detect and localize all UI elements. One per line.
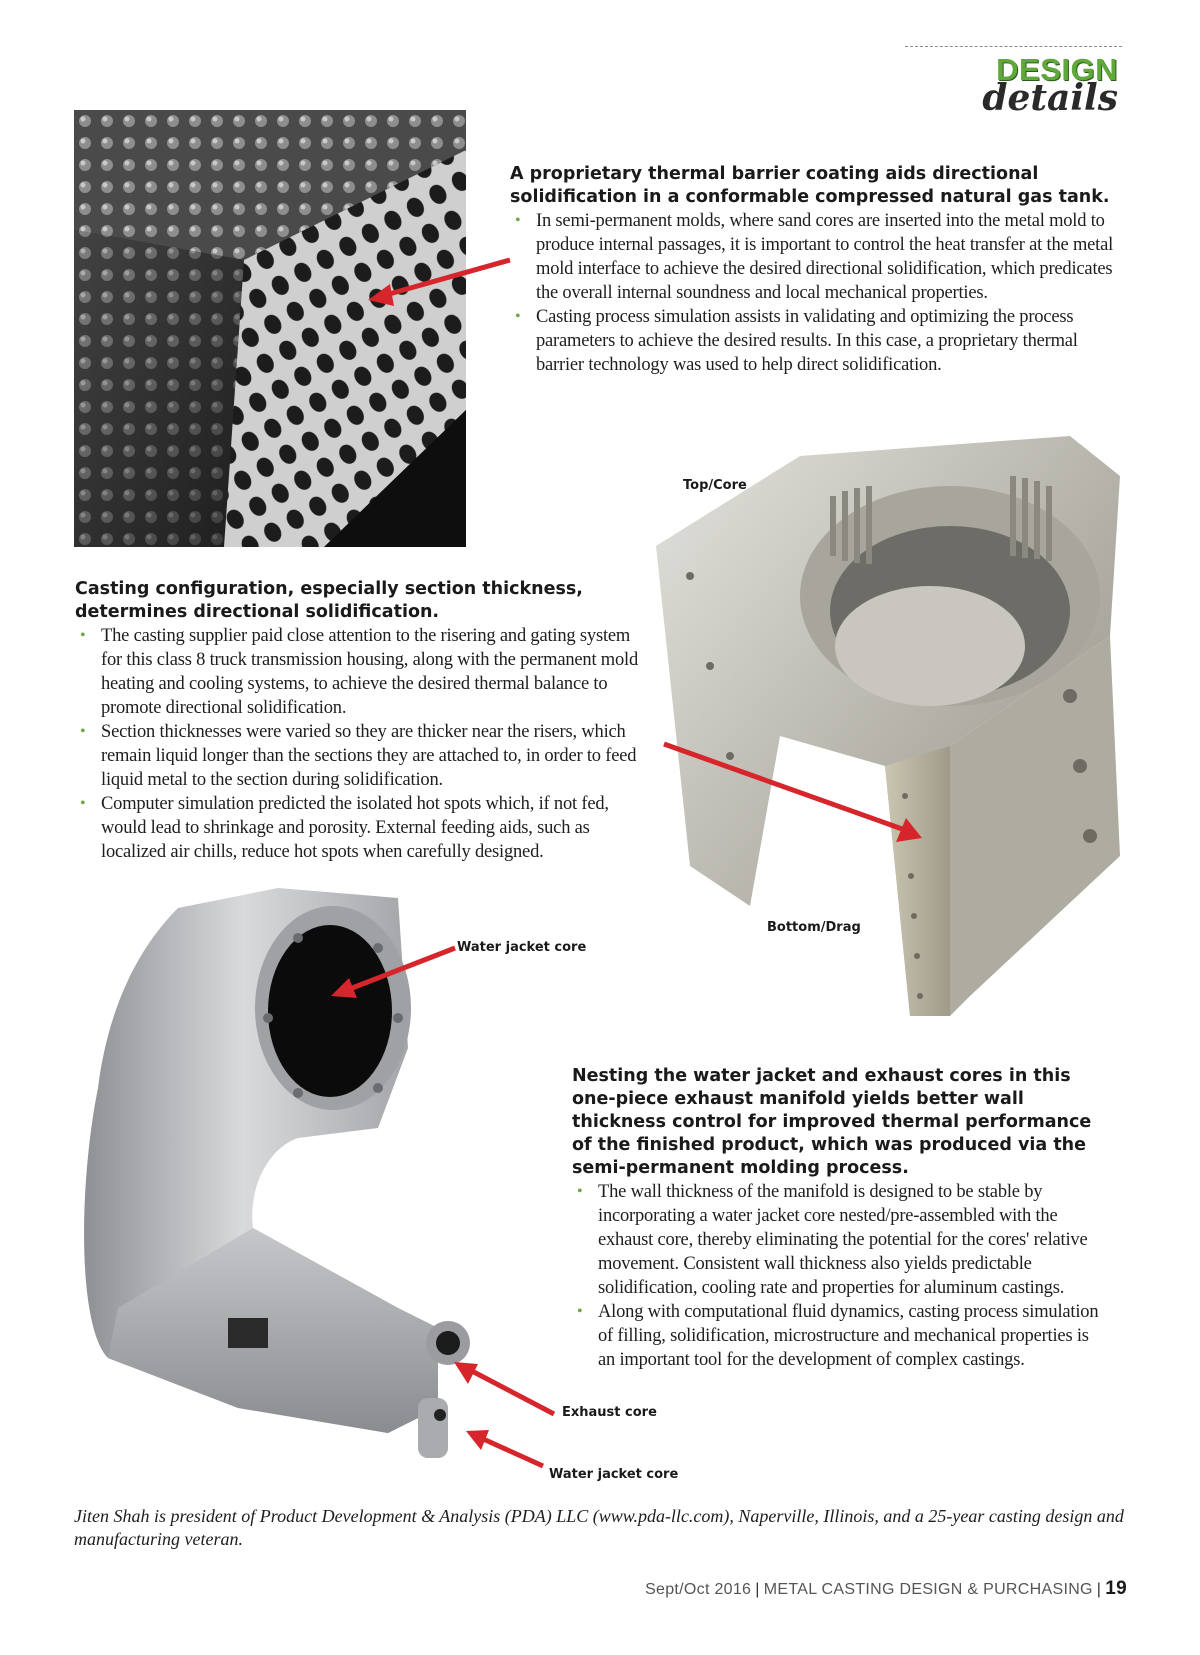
section-heading: Casting configuration, especially section thickness, determines directional solidification. <box>75 579 583 622</box>
header-rule <box>905 46 1122 47</box>
bullet-item: • Section thicknesses were varied so they are thicker near the risers, which remain liquid longer than the sections they are attached to, in order to feed liquid metal to the section during solidification. <box>75 720 645 792</box>
arrow-exhaust-core <box>450 1360 560 1420</box>
bullet-list <box>75 624 645 864</box>
footer-issue: Sept/Oct 2016 <box>645 1581 752 1598</box>
label-exhaust-core: Exhaust core <box>562 1405 657 1420</box>
brand-details: details <box>982 76 1118 119</box>
transmission-housing-photo <box>650 436 1140 1026</box>
page-number: 19 <box>1105 1578 1127 1599</box>
bullet-list <box>572 1180 1107 1372</box>
arrow-transmission <box>660 738 930 848</box>
section-cng-tank <box>510 163 1130 377</box>
section-heading: Nesting the water jacket and exhaust cores in this one-piece exhaust manifold yields better wall thickness control for improved thermal performance of the finished product, which was produced via the semi-permanent molding process. <box>572 1066 1092 1178</box>
bullet-item: • In semi-permanent molds, where sand cores are inserted into the metal mold to produce internal passages, it is important to control the heat transfer at the metal mold interface to achieve the desired directional solidification, which predicates the overall internal soundness and local mechanical properties. <box>510 209 1130 305</box>
label-water-jacket-core: Water jacket core <box>457 940 587 955</box>
bullet-item: • Along with computational fluid dynamics, casting process simulation of filling, solidification, microstructure and mechanical properties is an important tool for the development of complex castings. <box>572 1300 1107 1372</box>
bullet-item: • The casting supplier paid close attention to the risering and gating system for this class 8 truck transmission housing, along with the permanent mold heating and cooling systems, to achieve the desired thermal balance to promote directional solidification. <box>75 624 645 720</box>
section-casting-configuration <box>75 578 645 864</box>
arrow-water-jacket-bottom <box>463 1428 548 1473</box>
arrow-water-jacket-top <box>325 940 460 1000</box>
brand-design: DESIGN <box>996 52 1118 87</box>
bullet-item: • Computer simulation predicted the isolated hot spots which, if not fed, would lead to shrinkage and porosity. External feeding aids, such as localized air chills, reduce hot spots when carefully designed. <box>75 792 645 864</box>
section-brand <box>982 52 1118 119</box>
footer-publication: METAL CASTING DESIGN & PURCHASING <box>763 1581 1093 1598</box>
bullet-item: • The wall thickness of the manifold is designed to be stable by incorporating a water jacket core nested/pre-assembled with the exhaust core, thereby eliminating the potential for the cores' relative movement. Consistent wall thickness also yields predictable solidification, cooling rate and properties for aluminum castings. <box>572 1180 1107 1300</box>
section-heading: A proprietary thermal barrier coating aids directional solidification in a conformable compressed natural gas tank. <box>510 164 1110 207</box>
bullet-list <box>510 209 1130 377</box>
arrow-cng <box>360 250 520 310</box>
label-bottom-drag: Bottom/Drag <box>767 920 861 935</box>
page-footer: Sept/Oct 2016 | METAL CASTING DESIGN & PURCHASING | 19 <box>645 1578 1127 1599</box>
cng-tank-photo <box>74 110 466 547</box>
section-exhaust-manifold <box>572 1065 1107 1372</box>
label-top-core: Top/Core <box>683 478 747 493</box>
author-byline: Jiten Shah is president of Product Development & Analysis (PDA) LLC (www.pda-llc.com), Naperville, Illinois, and a 25-year casting design and manufacturing veteran. <box>74 1506 1124 1549</box>
bullet-item: • Casting process simulation assists in validating and optimizing the process parameters to achieve the desired results. In this case, a proprietary thermal barrier technology was used to help direct solidification. <box>510 305 1130 377</box>
label-water-jacket-core: Water jacket core <box>549 1467 679 1482</box>
